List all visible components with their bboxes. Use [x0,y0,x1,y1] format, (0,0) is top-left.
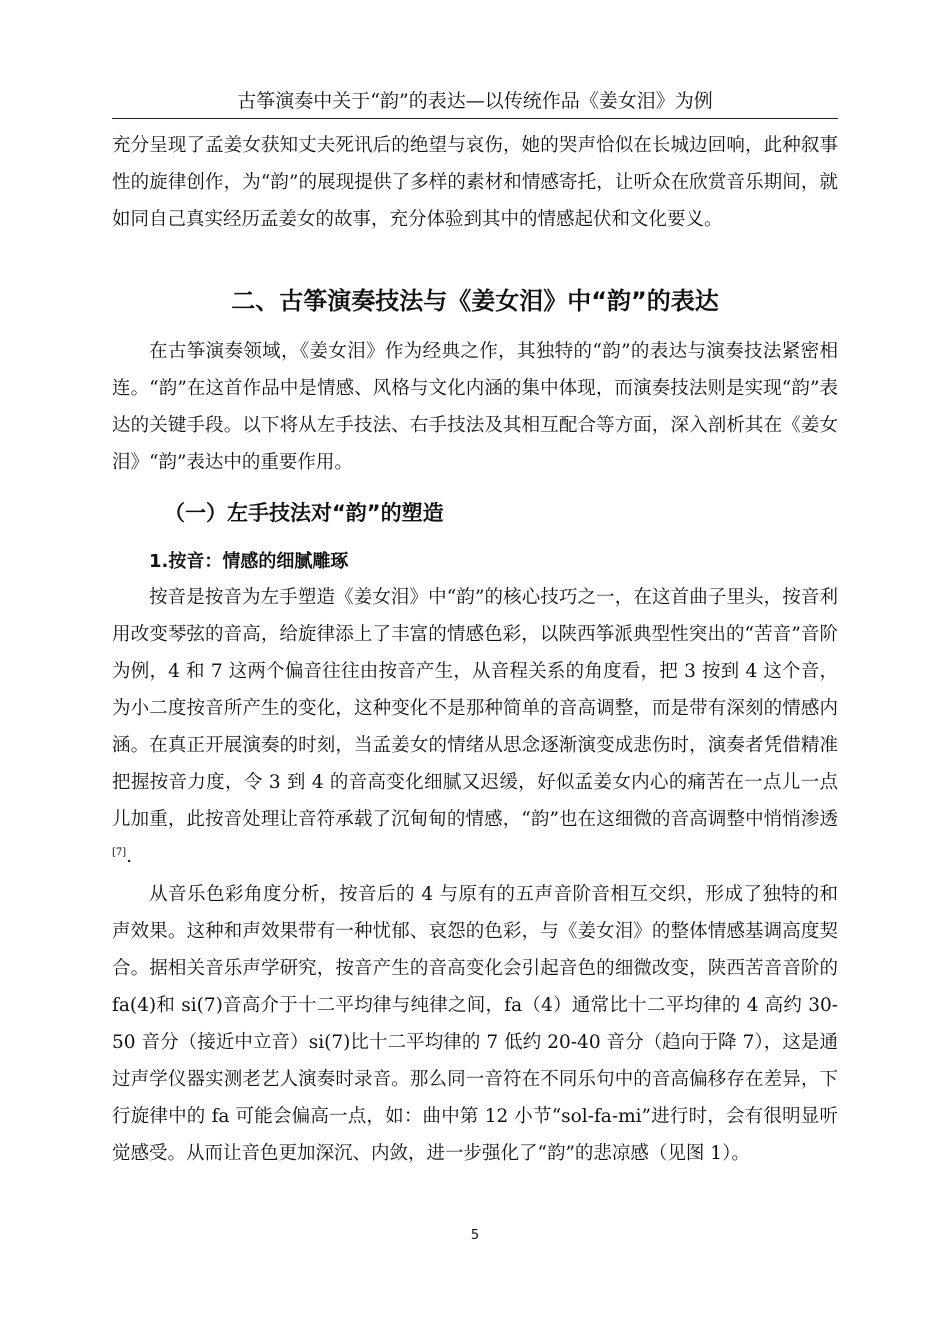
paragraph-color-analysis: 从音乐色彩角度分析，按音后的 4 与原有的五声音阶音相互交织，形成了独特的和声效果。这种和声效果带有一种忧郁、哀怨的色彩，与《姜女泪》的整体情感基调高度契合。据相关音乐声学研究，按音产生的音高变化会引起音色的细微改变，陕西苦音音阶的 fa(4)和 si(7)音高介于十二平均律与纯律之间，fa（4）通常比十二平均律的 4 高约 30-50 音分（接近中立音）si(7)比十二平均律的 7 低约 20-40 音分（趋向于降 7），这是通过声学仪器实测老艺人演奏时录音。那么同一音符在不同乐句中的音高偏移存在差异，下行旋律中的 fa 可能会偏高一点，如：曲中第 12 小节“sol-fa-mi”进行时，会有很明显听觉感受。从而让音色更加深沉、内敛，进一步强化了“韵”的悲凉感（见图 1）。 [112,884,838,1164]
paragraph-continuation: 充分呈现了孟姜女获知丈夫死讯后的绝望与哀伤，她的哭声恰似在长城边回响，此种叙事性的旋律创作，为“韵”的展现提供了多样的素材和情感寄托，让听众在欣赏音乐期间，就如同自己真实经历孟姜女的故事，充分体验到其中的情感起伏和文化要义。 [112,135,838,230]
page-number: 5 [470,1228,480,1243]
citation-reference[interactable]: [7] [112,846,127,858]
paragraph-end-punct: . [126,846,133,867]
item-heading: 1.按音：情感的细腻雕琢 [149,551,349,572]
section-intro-paragraph: 在古筝演奏领域，《姜女泪》作为经典之作，其独特的“韵”的表达与演奏技法紧密相连。“韵”在这首作品中是情感、风格与文化内涵的集中体现，而演奏技法则是实现“韵”表达的关键手段。以下将从左手技法、右手技法及其相互配合等方面，深入剖析其在《姜女泪》“韵”表达中的重要作用。 [112,341,838,473]
section-heading: 二、古筝演奏技法与《姜女泪》中“韵”的表达 [231,287,719,315]
running-header: 古筝演奏中关于“韵”的表达—以传统作品《姜女泪》为例 [112,84,838,119]
paragraph-text: 按音是按音为左手塑造《姜女泪》中“韵”的核心技巧之一，在这首曲子里头，按音利用改变琴弦的音高，给旋律添上了丰富的情感色彩，以陕西筝派典型性突出的“苦音”音阶为例，4 和 7 这两个偏音往往由按音产生，从音程关系的角度看，把 3 按到 4 这个音，为小二度按音所产生的变化，这种变化不是那种简单的音高调整，而是带有深刻的情感内涵。在真正开展演奏的时刻，当孟姜女的情绪从思念逐渐演变成悲伤时，演奏者凭借精准把握按音力度，令 3 到 4 的音高变化细腻又迟缓，好似孟姜女内心的痛苦在一点儿一点儿加重，此按音处理让音符承载了沉甸甸的情感，“韵”也在这细微的音高调整中悄悄渗透 [112,587,838,830]
paragraph-pressing-technique [112,579,838,875]
subsection-heading: （一）左手技法对“韵”的塑造 [164,501,444,525]
